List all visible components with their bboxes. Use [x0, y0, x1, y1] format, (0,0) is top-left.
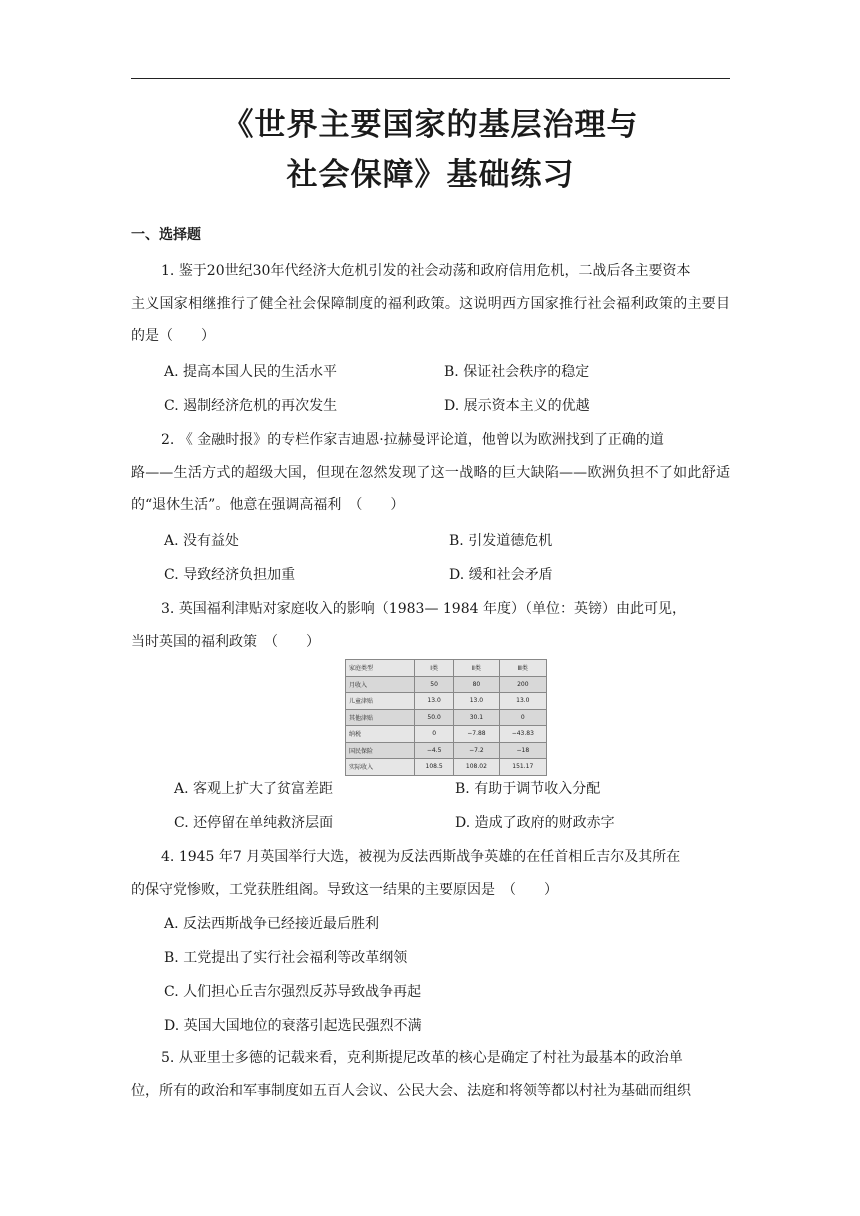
- table-row: [346, 726, 547, 743]
- option-2b: B. 引发道德危机: [449, 533, 553, 549]
- option-3d: D. 造成了政府的财政赤字: [455, 815, 615, 831]
- question-3: [131, 593, 730, 658]
- table-row: [346, 709, 547, 726]
- table-cell: 200: [499, 676, 546, 693]
- table-row: [346, 660, 547, 677]
- question-5-stem: 位，所有的政治和军事制度如五百人会议、公民大会、法庭和将领等都以村社为基础而组织: [131, 1082, 691, 1099]
- table-cell: 0: [415, 726, 454, 743]
- option-4a: A. 反法西斯战争已经接近最后胜利: [164, 916, 380, 932]
- option-4b: B. 工党提出了实行社会福利等改革纲领: [164, 950, 408, 966]
- table-cell: 151.17: [499, 759, 546, 776]
- table-header-cell: Ⅰ类: [415, 660, 454, 677]
- table-cell: 50.0: [415, 709, 454, 726]
- question-5-line-1: 5. 从亚里士多德的记载来看，克利斯提尼改革的核心是确定了村社为最基本的政治单: [161, 1050, 683, 1066]
- option-2a: A. 没有益处: [164, 533, 240, 549]
- table-row: [346, 676, 547, 693]
- option-3c: C. 还停留在单纯救济层面: [174, 815, 334, 831]
- question-3-stem: 当时英国的福利政策 （ ）: [131, 633, 320, 650]
- question-4-options: [164, 907, 730, 1043]
- option-3a: A. 客观上扩大了贫富差距: [174, 781, 334, 797]
- option-1a: A. 提高本国人民的生活水平: [164, 364, 338, 380]
- table-cell: −43.83: [499, 726, 546, 743]
- question-5: [131, 1042, 730, 1107]
- question-2-stem: 路——生活方式的超级大国，但现在忽然发现了这一战略的巨大缺陷——欧洲负担不了如此舒适的“退休生活”。他意在强调高福利 （ ）: [131, 464, 730, 513]
- question-1-stem: 主义国家相继推行了健全社会保障制度的福利政策。这说明西方国家推行社会福利政策的主要目的是（ ）: [131, 295, 730, 344]
- welfare-table: [345, 659, 547, 776]
- header-rule: [131, 78, 730, 79]
- page-title: [131, 100, 730, 200]
- table-cell: −18: [499, 742, 546, 759]
- option-2c: C. 导致经济负担加重: [164, 567, 296, 583]
- table-cell: 13.0: [499, 693, 546, 710]
- question-4: [131, 841, 730, 906]
- table-cell: 国民保险: [346, 742, 415, 759]
- table-cell: 80: [454, 676, 499, 693]
- question-2-line-1: 2. 《 金融时报》的专栏作家吉迪恩·拉赫曼评论道，他曾以为欧洲找到了正确的道: [161, 432, 664, 448]
- table-cell: 30.1: [454, 709, 499, 726]
- option-1d: D. 展示资本主义的优越: [444, 398, 590, 414]
- question-4-line-1: 4. 1945 年7 月英国举行大选，被视为反法西斯战争英雄的在任首相丘吉尔及其所在: [161, 849, 681, 865]
- table-cell: 纳税: [346, 726, 415, 743]
- table-cell: 108.02: [454, 759, 499, 776]
- question-1-line-1: 1. 鉴于20世纪30年代经济大危机引发的社会动荡和政府信用危机，二战后各主要资本: [161, 263, 691, 279]
- option-1c: C. 遏制经济危机的再次发生: [164, 398, 338, 414]
- question-2-options: [164, 524, 730, 592]
- table-cell: −7.2: [454, 742, 499, 759]
- table-cell: 月收入: [346, 676, 415, 693]
- table-row: [346, 742, 547, 759]
- table-cell: 0: [499, 709, 546, 726]
- table-cell: 50: [415, 676, 454, 693]
- option-4c: C. 人们担心丘吉尔强烈反苏导致战争再起: [164, 984, 422, 1000]
- title-line-2: 社会保障》基础练习: [286, 157, 575, 193]
- table-row: [346, 693, 547, 710]
- table-header-cell: 家庭类型: [346, 660, 415, 677]
- question-1: [131, 255, 730, 353]
- table-cell: 其他津贴: [346, 709, 415, 726]
- question-4-stem: 的保守党惨败，工党获胜组阁。导致这一结果的主要原因是 （ ）: [131, 881, 558, 898]
- question-2: [131, 424, 730, 522]
- table-cell: 13.0: [454, 693, 499, 710]
- title-line-1: 《世界主要国家的基层治理与: [222, 107, 639, 143]
- option-3b: B. 有助于调节收入分配: [455, 781, 601, 797]
- section-heading: 一、选择题: [131, 227, 201, 243]
- option-4d: D. 英国大国地位的衰落引起选民强烈不满: [164, 1018, 422, 1034]
- option-1b: B. 保证社会秩序的稳定: [444, 364, 590, 380]
- table-cell: 儿童津贴: [346, 693, 415, 710]
- table-cell: −7.88: [454, 726, 499, 743]
- question-1-options: [164, 355, 730, 423]
- option-2d: D. 缓和社会矛盾: [449, 567, 553, 583]
- table-cell: 108.5: [415, 759, 454, 776]
- table-cell: 13.0: [415, 693, 454, 710]
- question-3-options: [174, 772, 730, 840]
- table-cell: −4.5: [415, 742, 454, 759]
- table-header-cell: Ⅱ类: [454, 660, 499, 677]
- question-3-line-1: 3. 英国福利津贴对家庭收入的影响（1983— 1984 年度）（单位：英镑）由此可见，: [161, 601, 686, 617]
- table-header-cell: Ⅲ类: [499, 660, 546, 677]
- table-cell: 实际收入: [346, 759, 415, 776]
